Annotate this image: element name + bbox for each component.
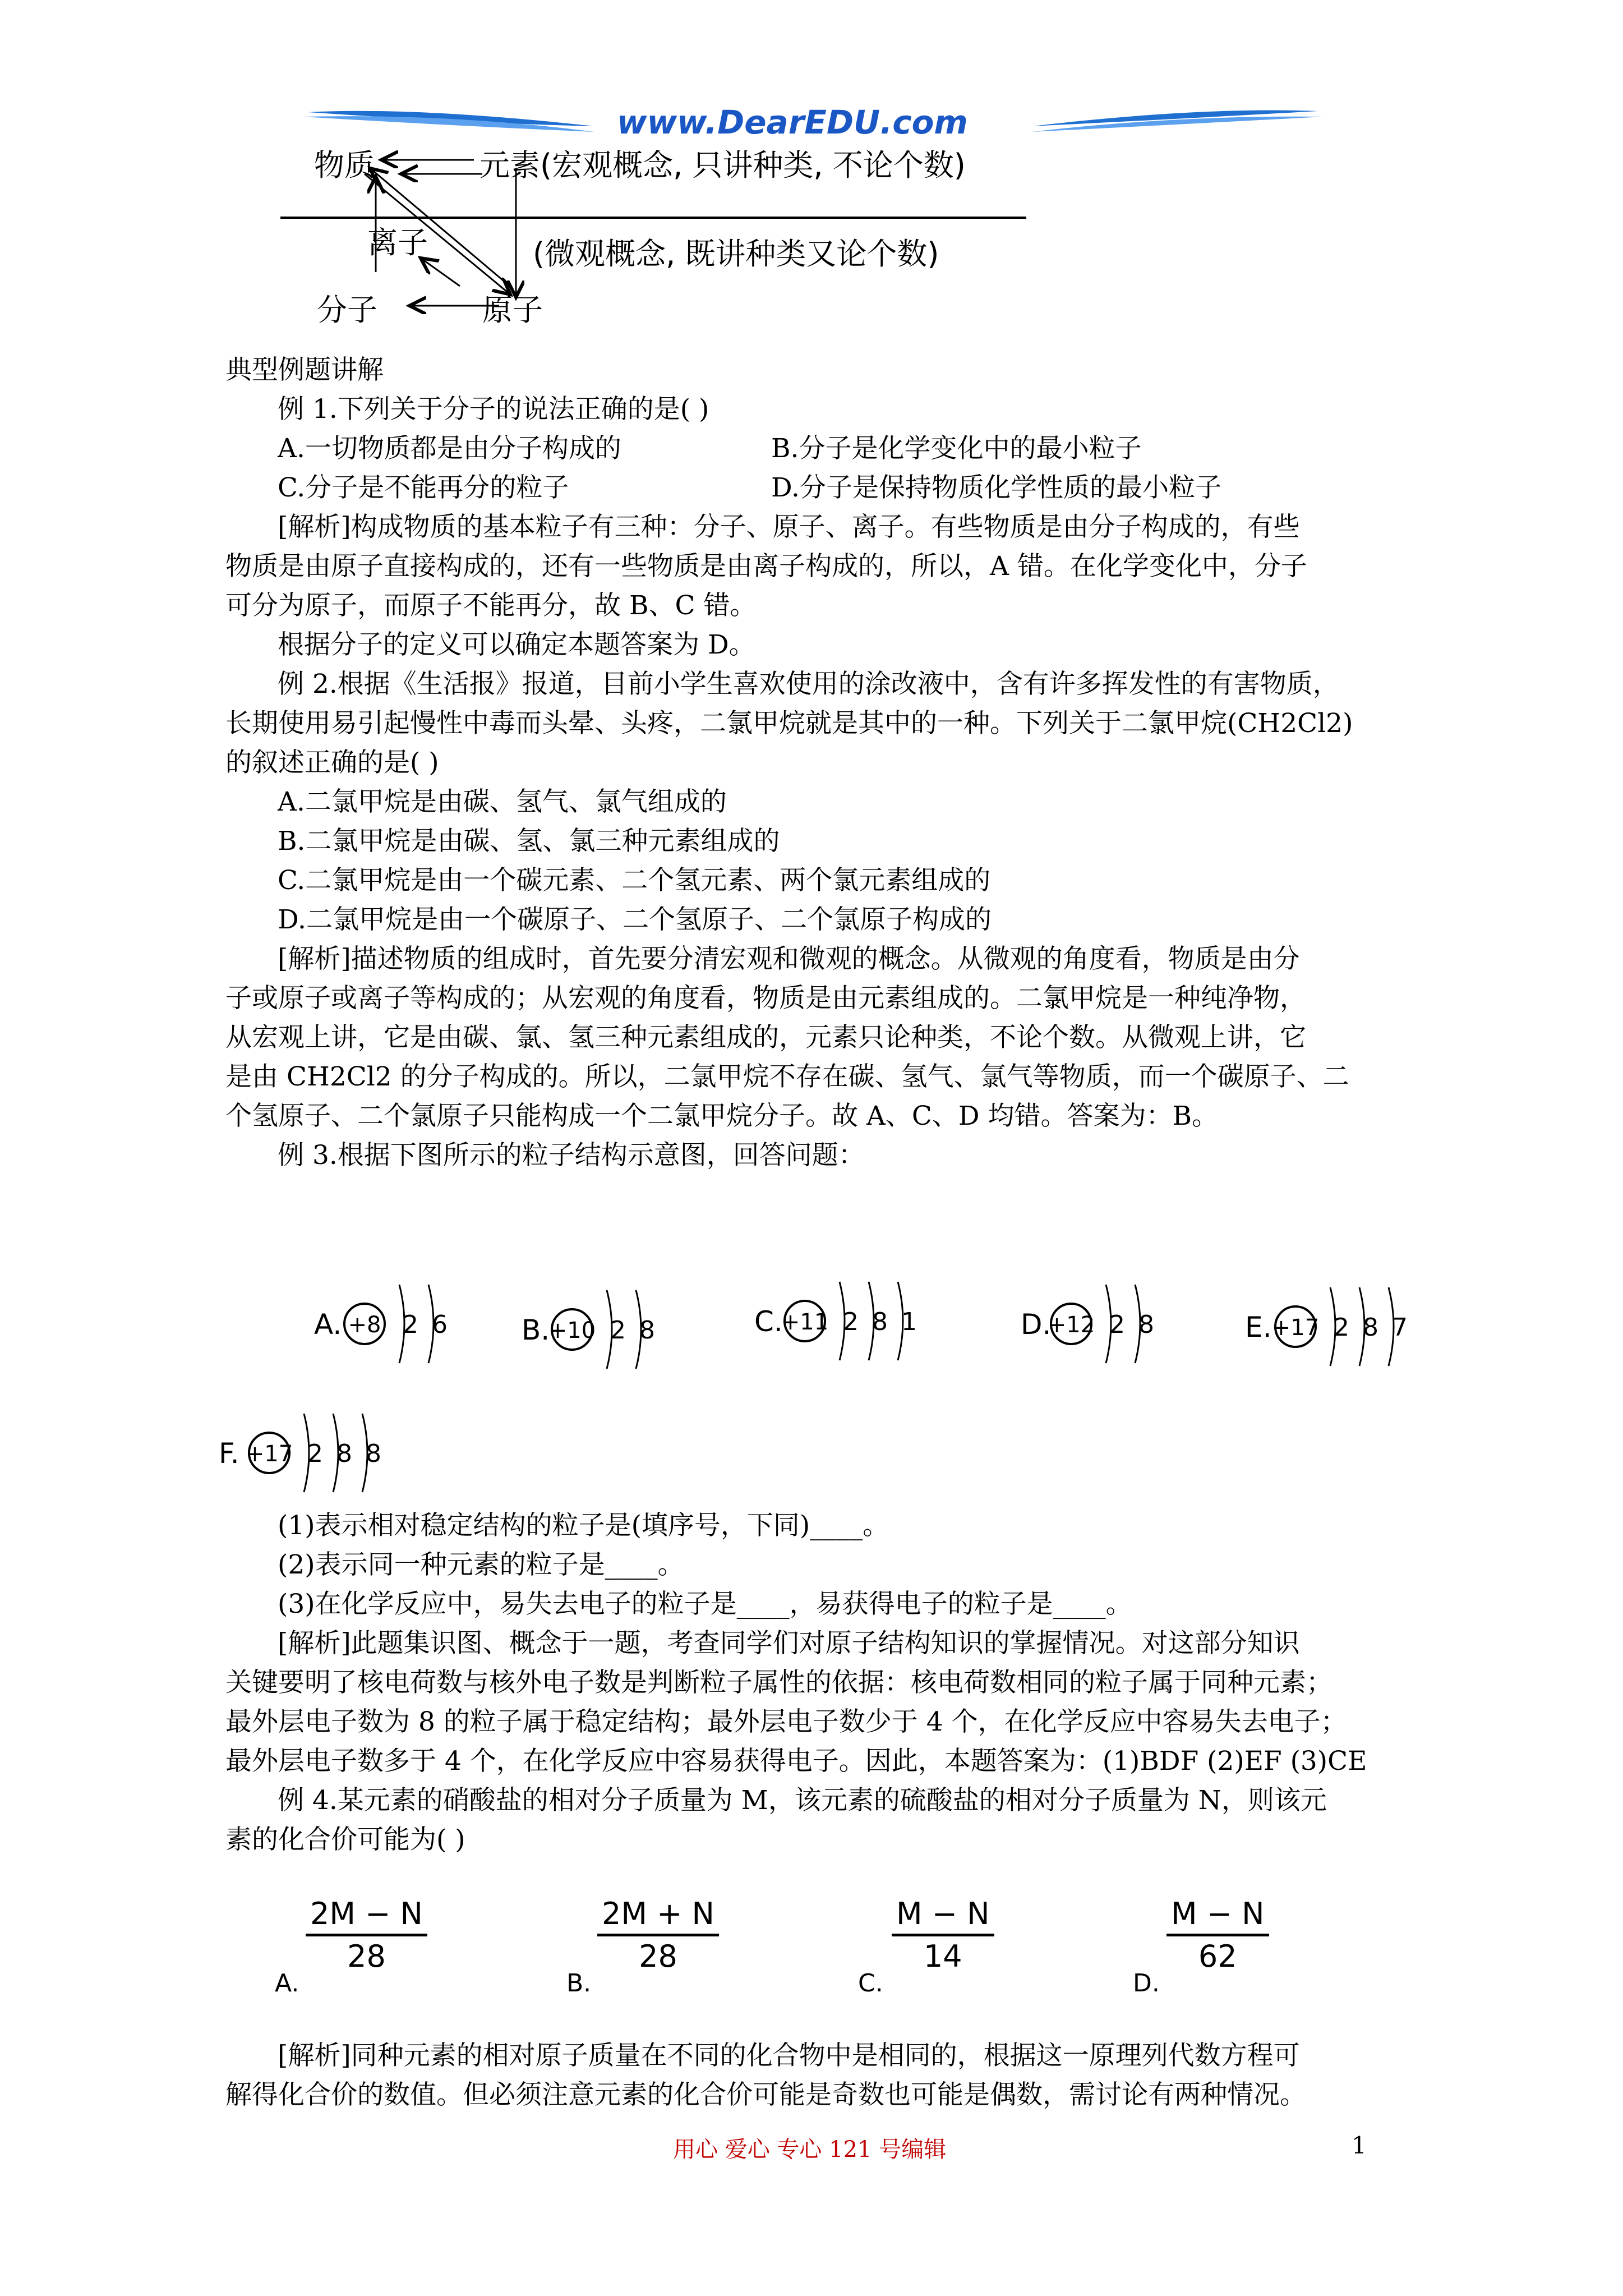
fraction-bar (1166, 1934, 1269, 1936)
shell-electron-count: 8 (336, 1439, 352, 1468)
ex1-analysis-1: [解析]构成物质的基本粒子有三种：分子、原子、离子。有些物质是由分子构成的，有些 (278, 512, 1300, 542)
denominator: 28 (347, 1939, 386, 1974)
shell-electron-count: 8 (1363, 1313, 1378, 1342)
ex4-analysis-1: [解析]同种元素的相对原子质量在不同的化合物中是相同的，根据这一原理列代数方程可 (278, 2040, 1300, 2071)
shell-electron-count: 8 (1138, 1310, 1154, 1339)
node-molecule: 分子 (317, 292, 377, 328)
electron-shell-arc (607, 1290, 612, 1369)
shell-electron-count: 1 (901, 1308, 917, 1336)
electron-shell-arc (1330, 1287, 1335, 1366)
particle-label: A. (314, 1308, 342, 1341)
particle-b (522, 1290, 655, 1369)
ex2-option-b: B.二氯甲烷是由碳、氢、氯三种元素组成的 (278, 826, 780, 857)
ex2-analysis-5: 个氢原子、二个氯原子只能构成一个二氯甲烷分子。故 A、C、D 均错。答案为：B。 (225, 1101, 1219, 1131)
ex3-analysis-4: 最外层电子数多于 4 个，在化学反应中容易获得电子。因此，本题答案为：(1)BDF (2)EF (3)CE (225, 1746, 1367, 1777)
fraction-bar (892, 1934, 994, 1936)
nucleus-circle (1275, 1306, 1316, 1347)
concept-diagram (280, 135, 1043, 348)
numerator: M − N (1171, 1896, 1265, 1931)
ex2-question-3: 的叙述正确的是( ) (225, 747, 439, 778)
ex2-analysis-3: 从宏观上讲，它是由碳、氯、氢三种元素组成的，元素只论种类，不论个数。从微观上讲，它 (225, 1022, 1306, 1053)
nucleus-circle (344, 1304, 385, 1344)
ex1-analysis-4: 根据分子的定义可以确定本题答案为 D。 (278, 629, 755, 660)
fraction (1166, 1896, 1269, 1974)
shell-electron-count: 8 (639, 1316, 655, 1345)
ex2-question-1: 例 2.根据《生活报》报道，目前小学生喜欢使用的涂改液中，含有许多挥发性的有害物质， (278, 669, 1339, 700)
ex3-analysis-1: [解析]此题集识图、概念于一题，考查同学们对原子结构知识的掌握情况。对这部分知识 (278, 1628, 1300, 1659)
ex3-analysis-3: 最外层电子数为 8 的粒子属于稳定结构；最外层电子数少于 4 个，在化学反应中容易失去电子； (225, 1706, 1347, 1737)
particle-label: B. (522, 1314, 550, 1346)
electron-shell-arc (428, 1285, 434, 1363)
ex2-option-c: C.二氯甲烷是由一个碳元素、二个氢元素、两个氯元素组成的 (278, 865, 991, 896)
shell-electron-count: 2 (1109, 1310, 1125, 1339)
electron-shell-arc (1389, 1287, 1394, 1366)
ex1-analysis-3: 可分为原子，而原子不能再分，故 B、C 错。 (225, 590, 757, 621)
ex3-question: 例 3.根据下图所示的粒子结构示意图，回答问题： (278, 1140, 865, 1171)
node-ion: 离子 (367, 225, 428, 260)
ex4-analysis-2: 解得化合价的数值。但必须注意元素的化合价可能是奇数也可能是偶数，需讨论有两种情况。 (225, 2079, 1306, 2110)
ex1-option-d: D.分子是保持物质化学性质的最小粒子 (771, 472, 1221, 503)
shell-electron-count: 2 (403, 1310, 418, 1339)
ex1-option-c: C.分子是不能再分的粒子 (278, 472, 569, 503)
node-atom: 原子 (482, 292, 543, 328)
shell-electron-count: 7 (1392, 1313, 1408, 1342)
nucleus-charge: +8 (348, 1312, 381, 1338)
ex2-option-d: D.二氯甲烷是由一个碳原子、二个氢原子、二个氯原子构成的 (278, 904, 992, 935)
nucleus-charge: +17 (245, 1441, 293, 1467)
ex1-analysis-2: 物质是由原子直接构成的，还有一些物质是由离子构成的，所以，A 错。在化学变化中，分子 (225, 551, 1307, 582)
electron-shell-arc (840, 1282, 845, 1360)
fraction-bar (597, 1934, 719, 1936)
nucleus-charge: +10 (548, 1318, 596, 1343)
micro-note: (微观概念, 既讲种类又论个数) (533, 236, 939, 272)
ex2-option-a: A.二氯甲烷是由碳、氢气、氯气组成的 (278, 786, 727, 817)
nucleus-charge: +12 (1047, 1312, 1095, 1338)
node-substance: 物质 (314, 148, 375, 183)
fraction (892, 1896, 994, 1974)
numerator: M − N (896, 1896, 990, 1931)
option-letter: D. (1133, 1969, 1160, 1998)
electron-shell-arc (1359, 1287, 1364, 1366)
electron-shell-arc (333, 1414, 338, 1492)
electron-shell-arc (869, 1282, 874, 1360)
shell-electron-count: 8 (366, 1439, 381, 1468)
ex3-sub-3: (3)在化学反应中，易失去电子的粒子是____，易获得电子的粒子是____。 (278, 1589, 1132, 1619)
option-letter: C. (858, 1969, 883, 1998)
nucleus-circle (1051, 1304, 1091, 1344)
particle-label: D. (1021, 1308, 1052, 1341)
numerator: 2M − N (310, 1896, 423, 1931)
ex3-sub-2: (2)表示同一种元素的粒子是____。 (278, 1549, 684, 1580)
nucleus-charge: +11 (781, 1309, 829, 1335)
particle-f (219, 1414, 381, 1492)
fraction (597, 1896, 719, 1974)
particle-a (314, 1285, 448, 1363)
particle-label: E. (1245, 1311, 1272, 1343)
fraction-bar (306, 1934, 427, 1936)
ex3-sub-1: (1)表示相对稳定结构的粒子是(填序号，下同)____。 (278, 1510, 889, 1541)
ex2-analysis-1: [解析]描述物质的组成时，首先要分清宏观和微观的概念。从微观的角度看，物质是由分 (278, 944, 1300, 974)
ex4-question-1: 例 4.某元素的硝酸盐的相对分子质量为 M，该元素的硫酸盐的相对分子质量为 N，则该元 (278, 1785, 1327, 1816)
electron-shell-arc (1135, 1285, 1140, 1363)
page-number: 1 (1352, 2132, 1367, 2159)
ex2-analysis-2: 子或原子或离子等构成的；从宏观的角度看，物质是由元素组成的。二氯甲烷是一种纯净物， (225, 983, 1306, 1014)
shell-electron-count: 2 (843, 1308, 859, 1336)
ex1-option-a: A.一切物质都是由分子构成的 (278, 433, 621, 464)
nucleus-circle (552, 1309, 592, 1350)
fraction (306, 1896, 427, 1974)
electron-shell-arc (304, 1414, 309, 1492)
nucleus-charge: +17 (1271, 1315, 1320, 1341)
ex3-analysis-2: 关键要明了核电荷数与核外电子数是判断粒子属性的依据：核电荷数相同的粒子属于同种元素； (225, 1667, 1332, 1698)
node-element: 元素(宏观概念, 只讲种类, 不论个数) (479, 148, 966, 183)
particle-d (1021, 1285, 1154, 1363)
ex1-option-b: B.分子是化学变化中的最小粒子 (771, 433, 1142, 464)
option-letter: B. (566, 1969, 592, 1998)
denominator: 14 (923, 1939, 962, 1974)
ex2-analysis-4: 是由 CH2Cl2 的分子构成的。所以，二氯甲烷不存在碳、氢气、氯气等物质，而一个碳原子、二 (225, 1061, 1349, 1092)
shell-electron-count: 2 (610, 1316, 626, 1345)
shell-electron-count: 8 (872, 1308, 888, 1336)
shell-electron-count: 6 (432, 1310, 448, 1339)
shell-electron-count: 2 (1334, 1313, 1349, 1342)
particle-label: F. (219, 1437, 239, 1470)
particle-c (754, 1282, 917, 1360)
section-title: 典型例题讲解 (225, 355, 384, 385)
footer-text: 用心 爱心 专心 121 号编辑 (673, 2137, 947, 2162)
particle-e (1245, 1287, 1408, 1366)
electron-shell-arc (362, 1414, 367, 1492)
denominator: 28 (639, 1939, 677, 1974)
electron-shell-arc (399, 1285, 404, 1363)
shell-electron-count: 2 (307, 1439, 323, 1468)
ex2-question-2: 长期使用易引起慢性中毒而头晕、头疼，二氯甲烷就是其中的一种。下列关于二氯甲烷(CH2Cl2) (225, 708, 1353, 739)
ex4-question-2: 素的化合价可能为( ) (225, 1824, 465, 1855)
denominator: 62 (1198, 1939, 1237, 1974)
site-url[interactable]: www.DearEDU.com (617, 103, 968, 141)
electron-shell-arc (898, 1282, 903, 1360)
ex1-question: 例 1.下列关于分子的说法正确的是( ) (278, 394, 709, 425)
nucleus-circle (785, 1301, 825, 1341)
option-letter: A. (275, 1969, 299, 1998)
particle-label: C. (754, 1305, 783, 1338)
electron-shell-arc (636, 1290, 641, 1369)
numerator: 2M + N (602, 1896, 714, 1931)
electron-shell-arc (1106, 1285, 1111, 1363)
nucleus-circle (249, 1433, 289, 1473)
